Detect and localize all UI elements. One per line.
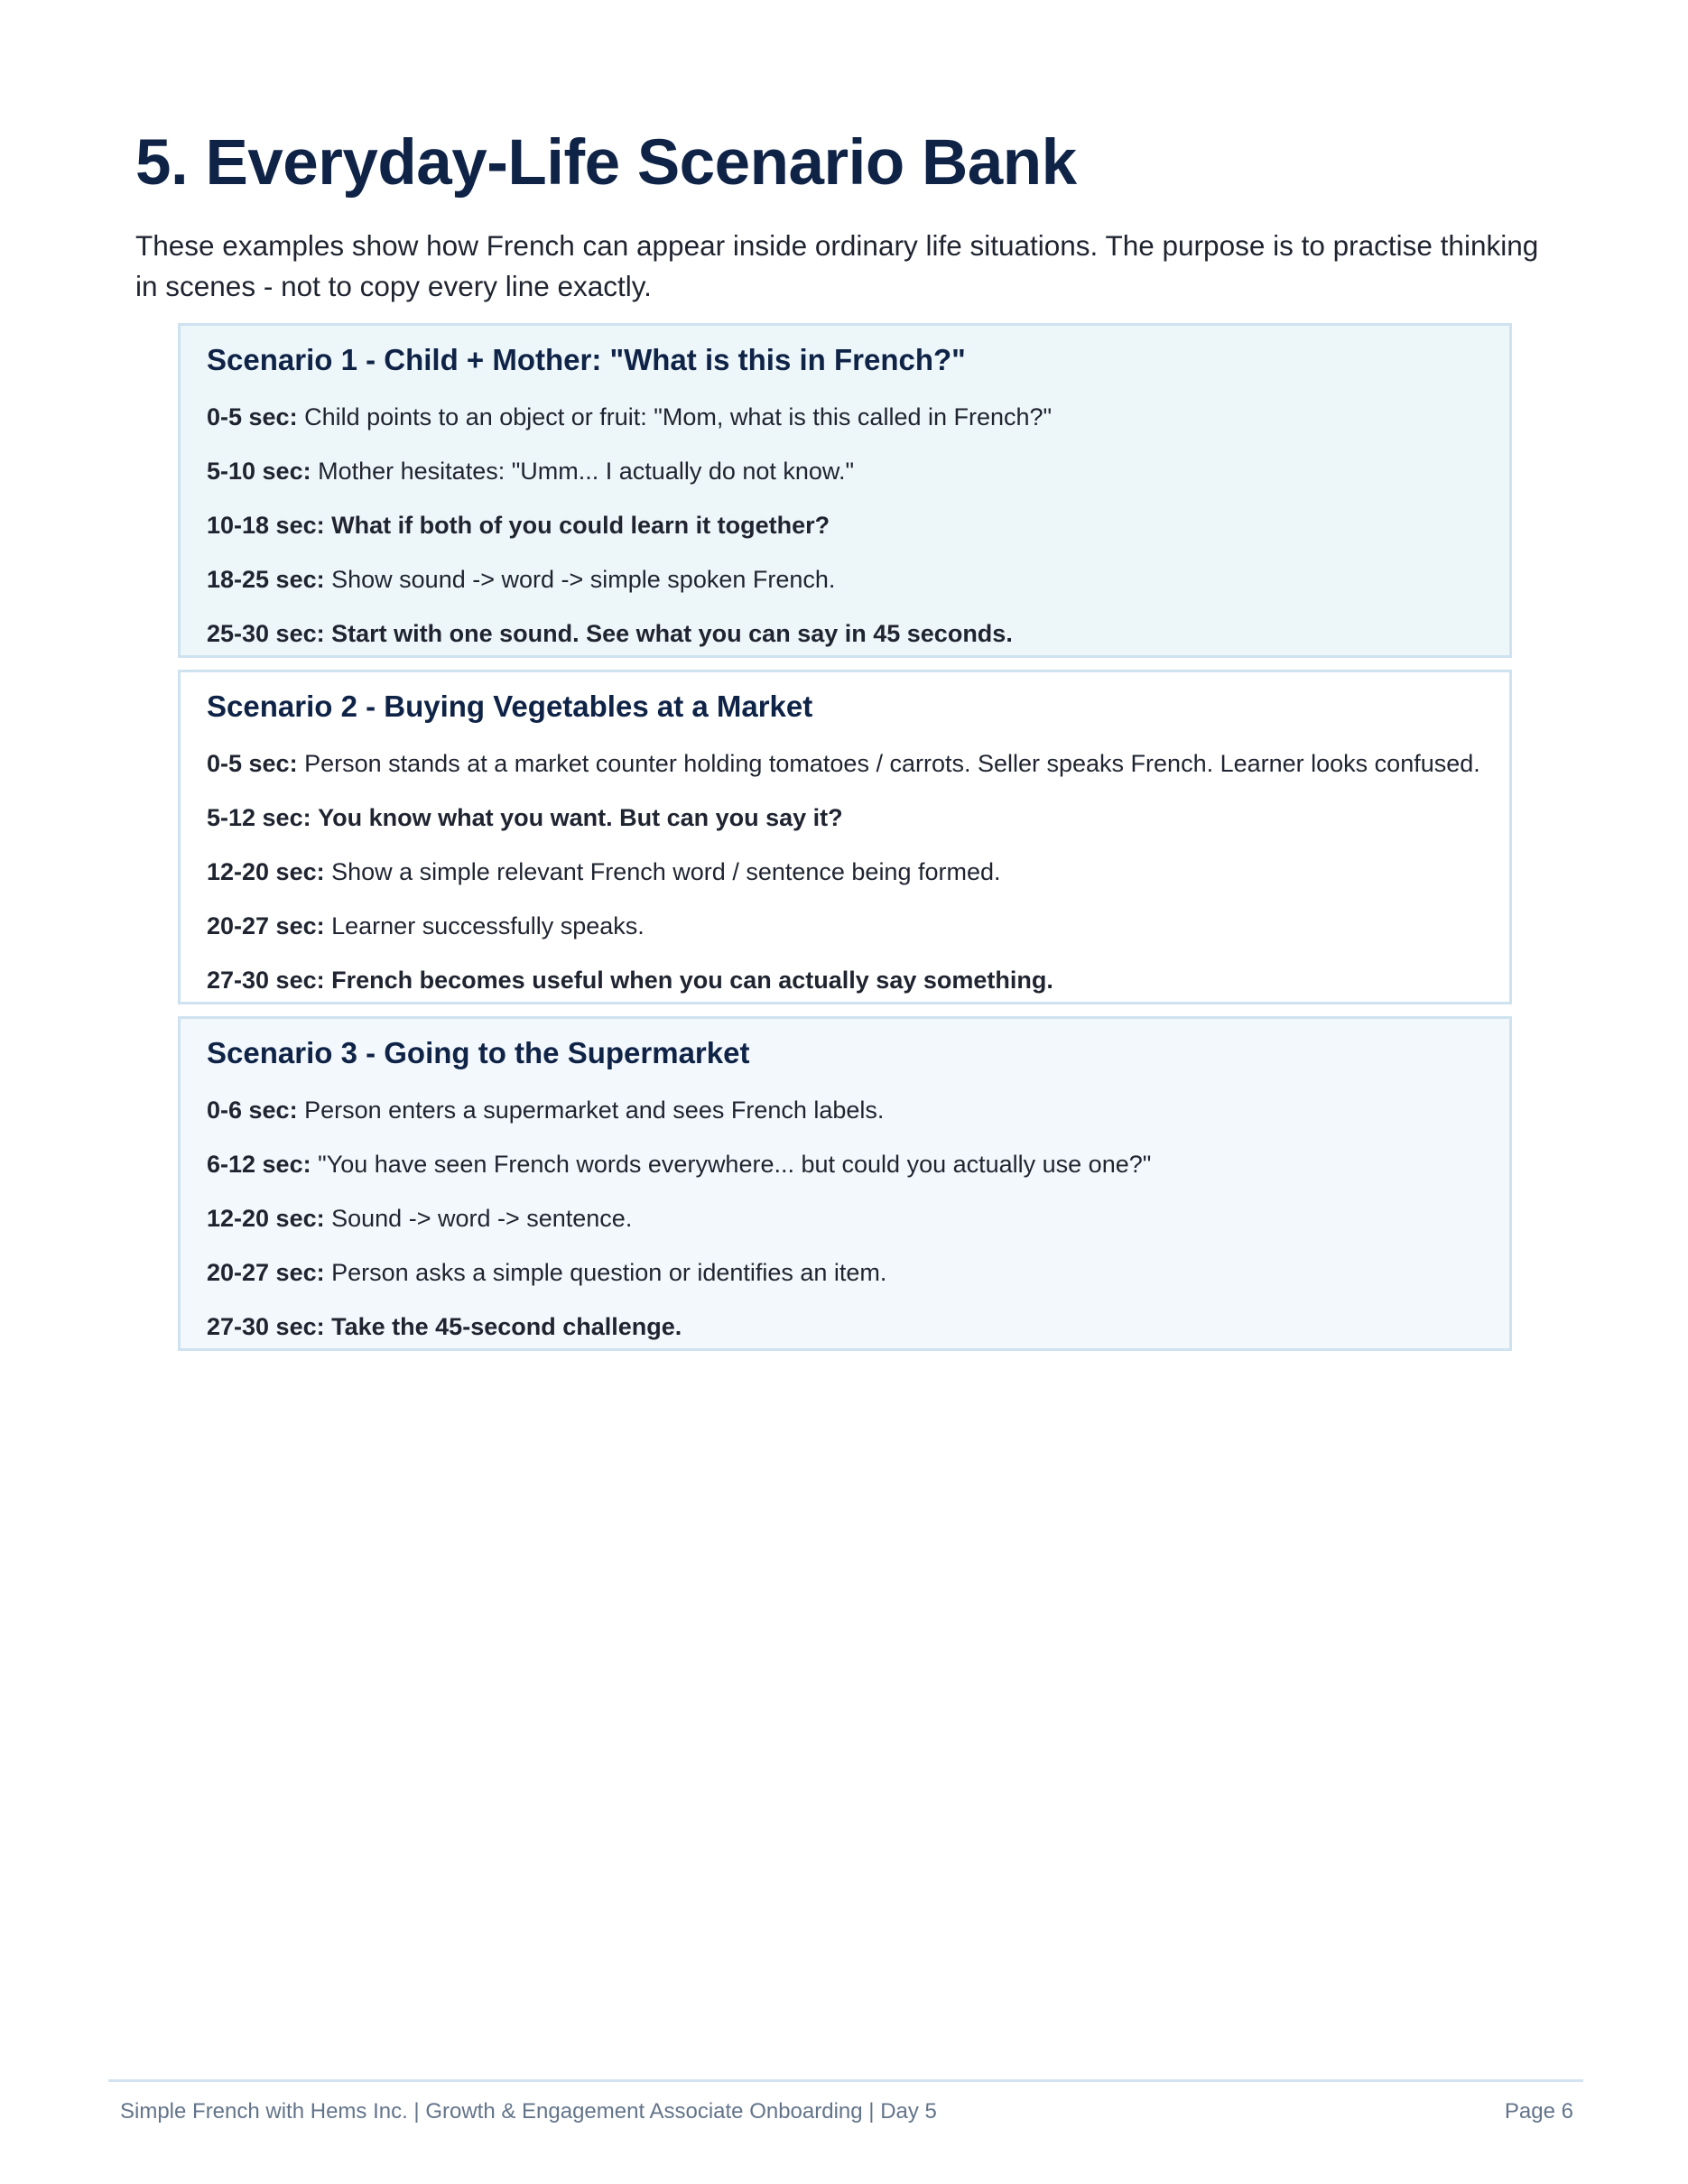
scenario-beat: [207, 1094, 1483, 1127]
beat-time: 5-12 sec:: [207, 804, 311, 831]
beat-time: 20-27 sec:: [207, 1259, 325, 1286]
beat-time: 0-5 sec:: [207, 403, 298, 430]
beat-time: 10-18 sec:: [207, 512, 325, 539]
beat-text: You know what you want. But can you say it?: [318, 804, 843, 831]
beat-time: 25-30 sec:: [207, 620, 325, 647]
scenario-beat: [207, 801, 1483, 835]
footer-divider: [108, 2079, 1583, 2082]
beat-time: 12-20 sec:: [207, 858, 325, 885]
beat-text: Person enters a supermarket and sees French labels.: [304, 1097, 885, 1124]
footer-text: Simple French with Hems Inc. | Growth & Engagement Associate Onboarding | Day 5: [120, 2099, 937, 2124]
scenario-title: Scenario 1 - Child + Mother: "What is this in French?": [207, 343, 966, 376]
beat-time: 27-30 sec:: [207, 1313, 325, 1340]
beat-text: Sound -> word -> sentence.: [331, 1205, 633, 1232]
scenario-beat: [207, 747, 1483, 781]
beat-text: Learner successfully speaks.: [331, 912, 645, 939]
beat-text: Person asks a simple question or identifies an item.: [331, 1259, 887, 1286]
page-title: 5. Everyday-Life Scenario Bank: [135, 127, 1077, 199]
scenario-title: Scenario 2 - Buying Vegetables at a Market: [207, 689, 813, 723]
scenario-card-3: [178, 1016, 1512, 1351]
scenario-beat: [207, 401, 1483, 434]
beat-time: 20-27 sec:: [207, 912, 325, 939]
scenario-beat: [207, 910, 1483, 943]
beat-text: Take the 45-second challenge.: [331, 1313, 682, 1340]
beat-time: 6-12 sec:: [207, 1151, 311, 1178]
scenario-title: Scenario 3 - Going to the Supermarket: [207, 1036, 750, 1069]
beat-text: French becomes useful when you can actually say something.: [331, 967, 1053, 994]
scenario-list: [178, 323, 1512, 1363]
beat-time: 0-5 sec:: [207, 750, 298, 777]
scenario-card-1: [178, 323, 1512, 658]
scenario-beat: [207, 1148, 1483, 1181]
beat-time: 27-30 sec:: [207, 967, 325, 994]
beat-time: 0-6 sec:: [207, 1097, 298, 1124]
beat-text: Person stands at a market counter holding tomatoes / carrots. Seller speaks French. Learner looks confused.: [304, 750, 1480, 777]
scenario-beat: [207, 1202, 1483, 1235]
beat-time: 12-20 sec:: [207, 1205, 325, 1232]
scenario-beat: [207, 856, 1483, 889]
beat-time: 5-10 sec:: [207, 458, 311, 485]
beat-text: Start with one sound. See what you can say in 45 seconds.: [331, 620, 1013, 647]
beat-time: 18-25 sec:: [207, 566, 325, 593]
scenario-beat: [207, 1256, 1483, 1290]
beat-text: Mother hesitates: "Umm... I actually do not know.": [318, 458, 855, 485]
beat-text: Show sound -> word -> simple spoken French.: [331, 566, 836, 593]
scenario-card-2: [178, 670, 1512, 1004]
intro-paragraph: These examples show how French can appear inside ordinary life situations. The purpose is to practise thinking in scenes - not to copy every line exactly.: [135, 229, 1539, 302]
beat-text: Show a simple relevant French word / sentence being formed.: [331, 858, 1001, 885]
scenario-beat: [207, 617, 1483, 655]
beat-text: Child points to an object or fruit: "Mom, what is this called in French?": [304, 403, 1053, 430]
scenario-beat: [207, 1310, 1483, 1348]
scenario-beat: [207, 964, 1483, 1002]
scenario-beat: [207, 455, 1483, 488]
scenario-beat: [207, 563, 1483, 597]
beat-text: "You have seen French words everywhere... but could you actually use one?": [318, 1151, 1152, 1178]
scenario-beat: [207, 509, 1483, 542]
beat-text: What if both of you could learn it together?: [331, 512, 830, 539]
page-number: Page 6: [1504, 2099, 1573, 2124]
